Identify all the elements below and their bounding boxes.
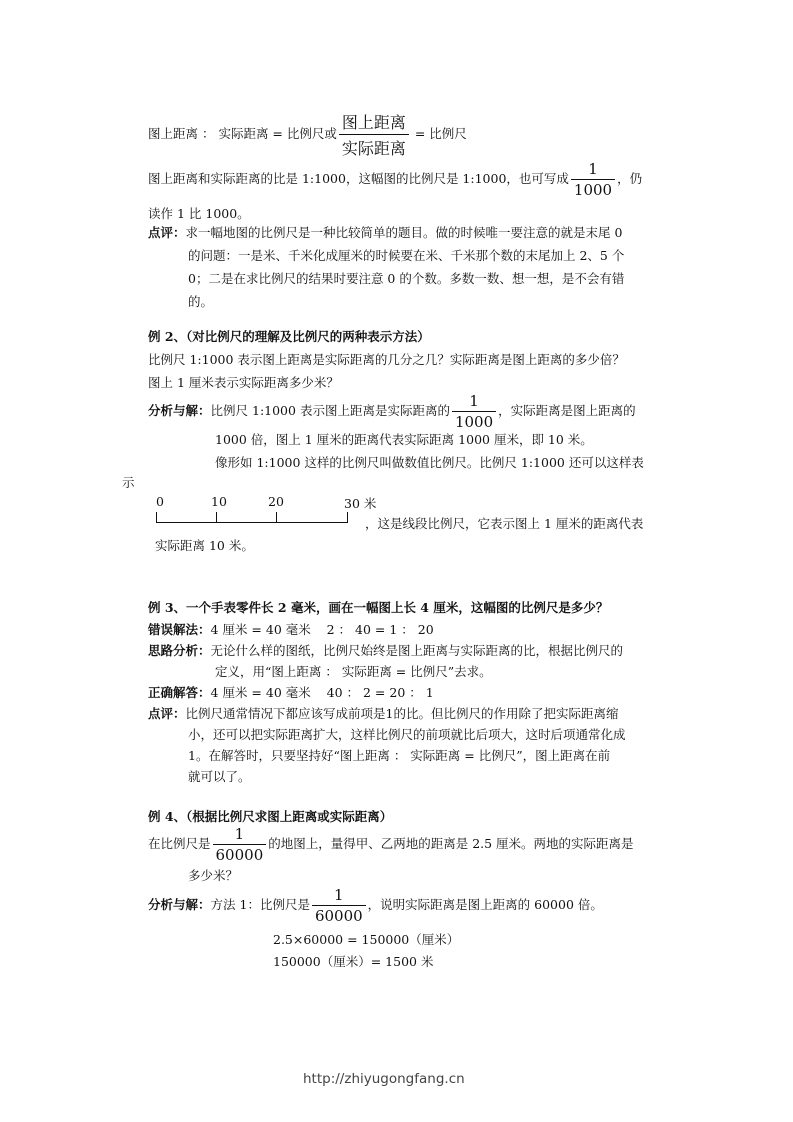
note-text: 求一幅地图的比例尺是一种比较简单的题目。做的时候唯一要注意的就是末尾 0 <box>185 225 623 240</box>
correct-solution-label: 正确解答： <box>148 685 211 700</box>
paragraph-ratio <box>148 160 642 199</box>
scale-fraction <box>213 825 267 864</box>
scale-tick-label: 30 米 <box>344 496 377 511</box>
fraction-numerator: 图上距离 <box>339 110 409 135</box>
ratio-fraction <box>571 160 615 199</box>
scale-tick <box>347 512 348 523</box>
analysis-line <box>148 886 603 925</box>
scale-tick <box>276 512 277 523</box>
correct-solution-line <box>148 683 434 701</box>
analysis-text: 方法 1：比例尺是 <box>210 897 310 912</box>
fraction-denominator: 60000 <box>314 907 363 925</box>
example-title: 例 2、（对比例尺的理解及比例尺的两种表示方法） <box>148 329 430 344</box>
note-text: 比例尺通常情况下都应该写成前项是1的比。但比例尺的作用除了把实际距离缩 <box>185 706 619 721</box>
note-label: 点评： <box>148 706 186 721</box>
analysis-text: ，说明实际距离是图上距离的 60000 倍。 <box>367 897 603 912</box>
scale-tick-label: 0 <box>156 494 164 509</box>
analysis-line <box>148 392 636 431</box>
calculation-line: 2.5×60000 = 150000（厘米） <box>273 932 460 947</box>
footer-url: http://zhiyugongfang.cn <box>303 1071 465 1087</box>
question-line: 多少米？ <box>188 868 239 883</box>
scale-fraction <box>312 886 366 925</box>
analysis-text: ，实际距离是图上距离的 <box>498 403 636 418</box>
thinking-line <box>148 641 623 659</box>
analysis-line: 示 <box>122 475 135 490</box>
fraction-denominator: 1000 <box>454 413 494 431</box>
analysis-label: 分析与解： <box>148 403 211 418</box>
note-line: 的。 <box>188 294 214 309</box>
note-line <box>148 223 622 241</box>
fraction-numerator: 1 <box>312 886 366 906</box>
question-text: 在比例尺是 <box>148 836 211 851</box>
scale-line <box>156 522 348 523</box>
paragraph-text-end: ，仍 <box>617 171 643 186</box>
analysis-text: 比例尺 1:1000 表示图上距离是实际距离的 <box>210 403 450 418</box>
formula-text: 图上距离 ： 实际距离 = 比例尺或 <box>148 126 337 141</box>
fraction-denominator: 1000 <box>573 181 613 199</box>
formula-fraction <box>339 110 409 159</box>
scale-tick-label: 10 <box>211 494 227 509</box>
fraction-numerator: 1 <box>213 825 267 845</box>
note-line: 就可以了。 <box>188 769 251 784</box>
ratio-fraction <box>452 392 496 431</box>
scale-tick-label: 20 <box>268 494 284 509</box>
analysis-line: ，这是线段比例尺，它表示图上 1 厘米的距离代表 <box>365 516 644 531</box>
paragraph-text: 图上距离和实际距离的比是 1:1000，这幅图的比例尺是 1:1000，也可写成 <box>148 171 569 186</box>
fraction-denominator: 60000 <box>215 846 264 864</box>
paragraph-line: 读作 1 比 1000。 <box>148 206 250 221</box>
correct-solution-text: 4 厘米 = 40 毫米 40 ： 2 = 20 ： 1 <box>210 685 434 700</box>
thinking-label: 思路分析： <box>148 643 211 658</box>
note-line: 1。在解答时，只要坚持好“图上距离 ： 实际距离 = 比例尺”，图上距离在前 <box>188 748 611 763</box>
fraction-numerator: 1 <box>571 160 615 180</box>
question-line: 比例尺 1:1000 表示图上距离是实际距离的几分之几？实际距离是图上距离的多少倍？ <box>148 352 625 367</box>
question-text: 的地图上，量得甲、乙两地的距离是 2.5 厘米。两地的实际距离是 <box>268 836 634 851</box>
scale-tick <box>216 512 217 523</box>
thinking-line: 定义，用“图上距离 ： 实际距离 = 比例尺”去求。 <box>215 664 492 679</box>
fraction-denominator: 实际距离 <box>341 139 406 158</box>
question-line <box>148 825 634 864</box>
analysis-line: 实际距离 10 米。 <box>155 538 254 553</box>
analysis-line: 1000 倍，图上 1 厘米的距离代表实际距离 1000 厘米，即 10 米。 <box>215 432 593 447</box>
note-line <box>148 704 618 722</box>
question-line: 图上 1 厘米表示实际距离多少米？ <box>148 375 339 390</box>
note-line: 小，还可以把实际距离扩大，这样比例尺的前项就比后项大，这时后项通常化成 <box>188 727 626 742</box>
wrong-solution-line <box>148 620 434 638</box>
analysis-label: 分析与解： <box>148 897 211 912</box>
formula-line <box>148 110 467 159</box>
scale-tick <box>156 512 157 523</box>
example-title: 例 4、（根据比例尺求图上距离或实际距离） <box>148 809 393 824</box>
wrong-solution-label: 错误解法： <box>148 622 211 637</box>
formula-text-end: = 比例尺 <box>410 126 467 141</box>
note-line: 0；二是在求比例尺的结果时要注意 0 的个数。多数一数、想一想，是不会有错 <box>188 271 625 286</box>
calculation-line: 150000（厘米）= 1500 米 <box>273 954 434 969</box>
wrong-solution-text: 4 厘米 = 40 毫米 2 ： 40 = 1 ： 20 <box>210 622 434 637</box>
example-title: 例 3、一个手表零件长 2 毫米，画在一幅图上长 4 厘米，这幅图的比例尺是多少？ <box>148 600 609 615</box>
note-label: 点评： <box>148 225 186 240</box>
note-line: 的问题：一是米、千米化成厘米的时候要在米、千米那个数的末尾加上 2、5 个 <box>188 248 625 263</box>
fraction-numerator: 1 <box>452 392 496 412</box>
analysis-line: 像形如 1:1000 这样的比例尺叫做数值比例尺。比例尺 1:1000 还可以这样表 <box>215 455 644 470</box>
thinking-text: 无论什么样的图纸，比例尺始终是图上距离与实际距离的比，根据比例尺的 <box>210 643 624 658</box>
